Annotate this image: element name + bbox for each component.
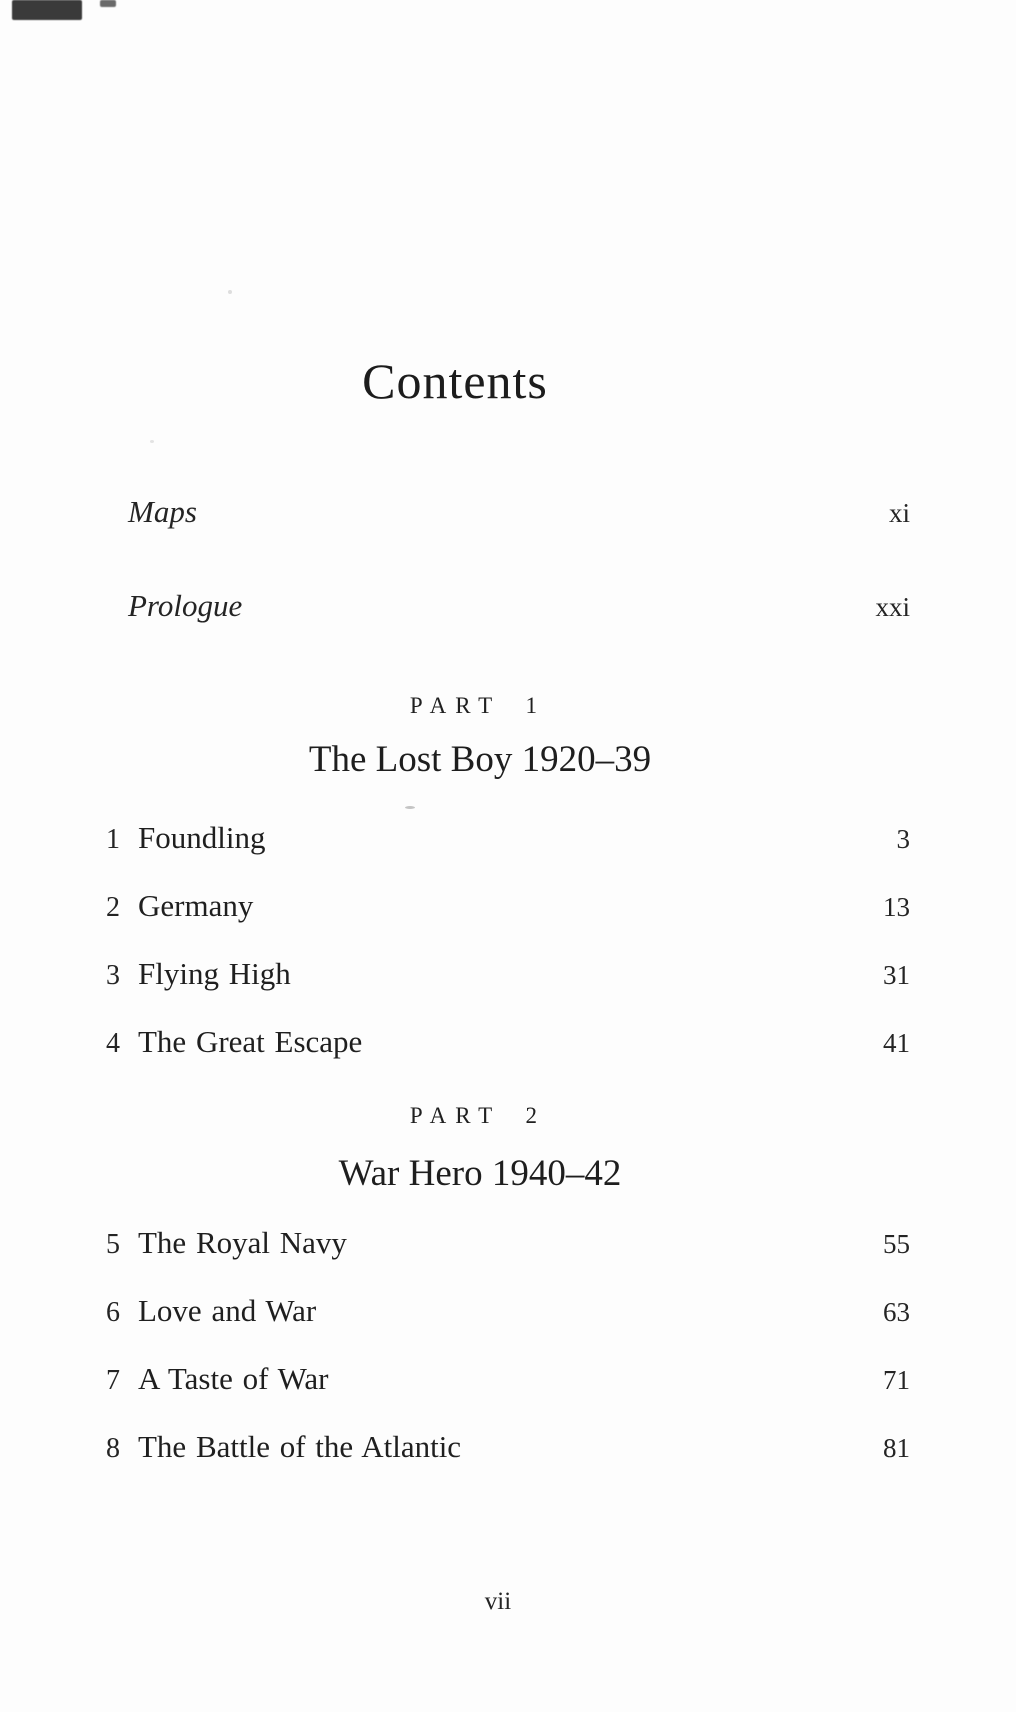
part-2-label: PART 2	[409, 1103, 547, 1128]
part-2-title: War Hero 1940–42	[338, 1153, 622, 1194]
page-title: Contents	[362, 353, 548, 409]
scan-smudge-artifact	[12, 0, 82, 20]
chapter-number: 1	[106, 824, 120, 855]
toc-row-chapter-1	[96, 820, 910, 856]
chapter-page-number: 81	[883, 1433, 910, 1463]
front-matter-page-number: xxi	[875, 592, 910, 622]
chapter-number: 3	[106, 960, 120, 991]
toc-row-chapter-3	[96, 956, 910, 992]
chapter-title: Foundling	[138, 820, 266, 855]
chapter-title: Flying High	[138, 956, 291, 991]
chapter-page-number: 13	[883, 892, 910, 922]
scan-speck-artifact	[100, 0, 116, 7]
paper-speck	[228, 290, 232, 294]
chapter-title: Germany	[138, 888, 254, 923]
chapter-number: 2	[106, 892, 120, 923]
front-matter-label: Prologue	[128, 588, 243, 623]
chapter-title: The Royal Navy	[138, 1225, 347, 1260]
chapter-number: 8	[106, 1433, 120, 1464]
front-matter-label: Maps	[128, 494, 197, 529]
toc-row-chapter-7	[96, 1361, 910, 1397]
toc-row-chapter-6	[96, 1293, 910, 1329]
chapter-page-number: 55	[883, 1229, 910, 1259]
part-1-title: The Lost Boy 1920–39	[308, 739, 652, 780]
chapter-title: The Battle of the Atlantic	[138, 1429, 462, 1464]
chapter-title: Love and War	[138, 1293, 317, 1328]
chapter-title: The Great Escape	[138, 1024, 363, 1059]
chapter-page-number: 31	[883, 960, 910, 990]
chapter-number: 5	[106, 1229, 120, 1260]
part-1-label: PART 1	[409, 693, 547, 718]
chapter-number: 6	[106, 1297, 120, 1328]
toc-row-chapter-5	[96, 1225, 910, 1261]
front-matter-row-maps	[96, 494, 910, 530]
paper-speck	[150, 440, 154, 443]
toc-row-chapter-4	[96, 1024, 910, 1060]
toc-row-chapter-2	[96, 888, 910, 924]
folio-page-number: vii	[484, 1588, 512, 1615]
front-matter-row-prologue	[96, 588, 910, 624]
chapter-page-number: 41	[883, 1028, 910, 1058]
chapter-page-number: 3	[896, 824, 910, 854]
chapter-page-number: 63	[883, 1297, 910, 1327]
front-matter-page-number: xi	[888, 498, 910, 528]
chapter-number: 7	[106, 1365, 120, 1396]
toc-row-chapter-8	[96, 1429, 910, 1465]
chapter-number: 4	[106, 1028, 120, 1059]
chapter-page-number: 71	[883, 1365, 910, 1395]
chapter-title: A Taste of War	[138, 1361, 329, 1396]
paper-speck	[405, 806, 415, 809]
